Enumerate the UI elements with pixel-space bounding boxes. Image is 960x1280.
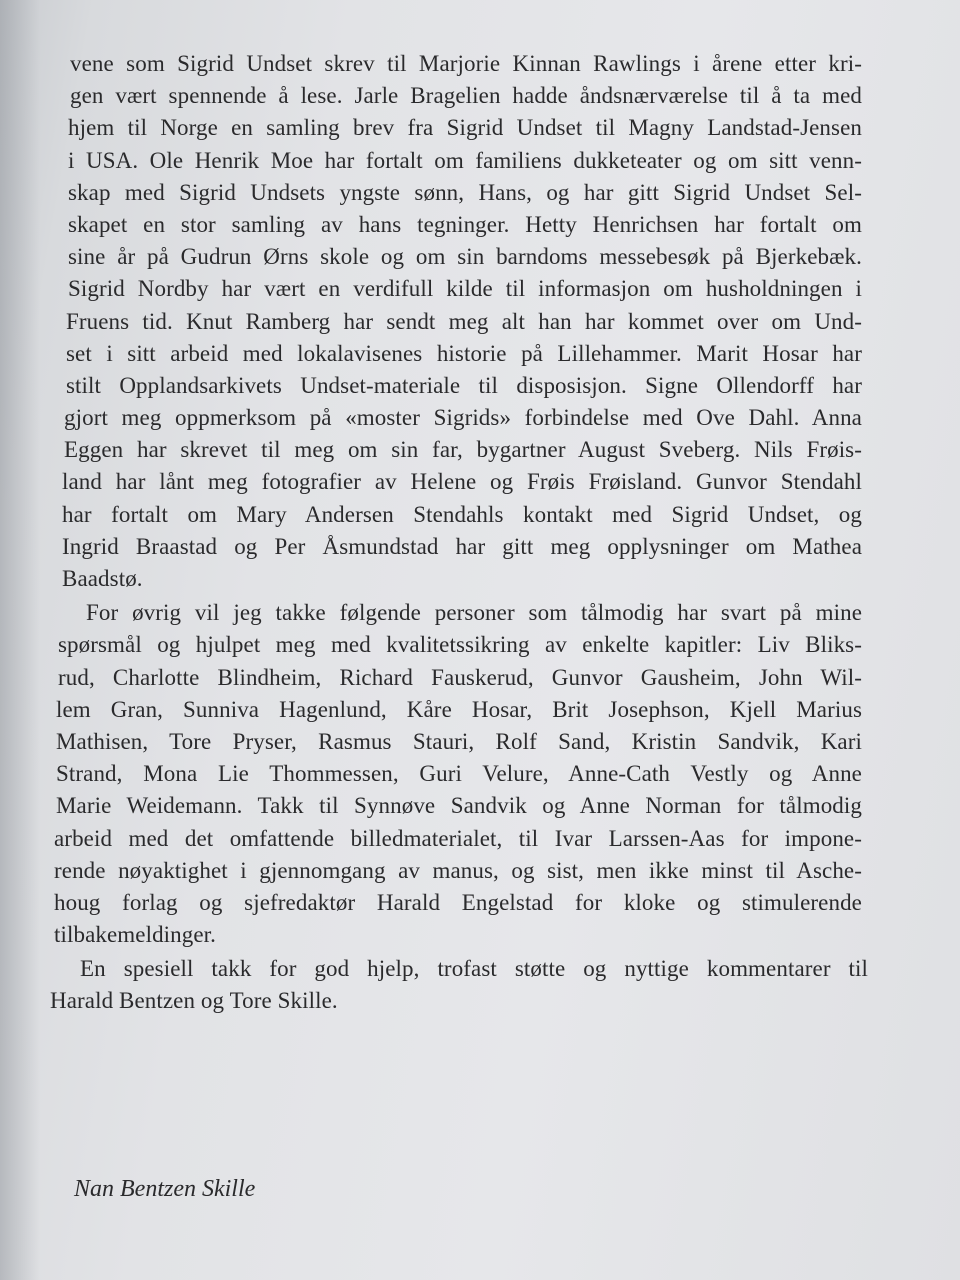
page-shadow: [0, 0, 40, 1280]
text-line: gen vært spennende å lese. Jarle Bragelien hadde åndsnærværelse til å ta med: [70, 83, 862, 109]
text-line: skapet en stor samling av hans tegninger. Hetty Henrichsen har fortalt om: [68, 211, 862, 237]
text-line: En spesiell takk for god hjelp, trofast støtte og nyttige kommentarer til: [80, 956, 868, 982]
text-line: gjort meg oppmerksom på «moster Sigrids» forbindelse med Ove Dahl. Anna: [64, 405, 862, 431]
text-line: arbeid med det omfattende billedmaterialet, til Ivar Larssen-Aas for impone-: [54, 825, 862, 851]
text-line: sine år på Gudrun Ørns skole og om sin barndoms messebesøk på Bjerkebæk.: [68, 244, 862, 270]
text-line: For øvrig vil jeg takke følgende personer som tålmodig har svart på mine: [86, 600, 862, 626]
text-line: Sigrid Nordby har vært en verdifull kilde til informasjon om husholdningen i: [68, 276, 862, 302]
text-line: rende nøyaktighet i gjennomgang av manus, og sist, men ikke minst til Asche-: [54, 857, 862, 883]
text-line: tilbakemeldinger.: [54, 922, 217, 948]
text-line: Strand, Mona Lie Thommessen, Guri Velure, Anne-Cath Vestly og Anne: [56, 761, 862, 787]
text-line: Mathisen, Tore Pryser, Rasmus Stauri, Rolf Sand, Kristin Sandvik, Kari: [56, 728, 862, 754]
text-line: Baadstø.: [62, 566, 143, 591]
text-line: i USA. Ole Henrik Moe har fortalt om familiens dukketeater og om sitt venn-: [68, 147, 862, 173]
paragraph-3: [50, 953, 868, 1017]
text-line: set i sitt arbeid med lokalavisenes historie på Lillehammer. Marit Hosar har: [66, 340, 862, 366]
text-line: Fruens tid. Knut Ramberg har sendt meg alt han har kommet over om Und-: [66, 308, 862, 334]
text-line: land har lånt meg fotografier av Helene og Frøis Frøisland. Gunvor Stendahl: [62, 469, 862, 495]
text-line: hjem til Norge en samling brev fra Sigrid Undset til Magny Landstad-Jensen: [68, 115, 862, 141]
text-line: Harald Bentzen og Tore Skille.: [50, 988, 338, 1014]
text-line: stilt Opplandsarkivets Undset-materiale til disposisjon. Signe Ollendorff har: [66, 372, 862, 398]
text-line: Marie Weidemann. Takk til Synnøve Sandvik og Anne Norman for tålmodig: [56, 793, 862, 819]
text-line: Ingrid Braastad og Per Åsmundstad har gitt meg opplysninger om Mathea: [62, 533, 862, 559]
text-line: skap med Sigrid Undsets yngste sønn, Hans, og har gitt Sigrid Undset Sel-: [68, 179, 862, 205]
text-line: har fortalt om Mary Andersen Stendahls kontakt med Sigrid Undset, og: [62, 501, 862, 527]
text-line: Eggen har skrevet til meg om sin far, bygartner August Sveberg. Nils Frøis-: [64, 437, 862, 463]
author-signature: Nan Bentzen Skille: [74, 1176, 256, 1202]
text-line: houg forlag og sjefredaktør Harald Engelstad for kloke og stimulerende: [54, 889, 862, 915]
text-line: vene som Sigrid Undset skrev til Marjorie Kinnan Rawlings i årene etter kri-: [70, 51, 862, 76]
text-line: spørsmål og hjulpet meg med kvalitetssikring av enkelte kapitler: Liv Bliks-: [58, 632, 862, 658]
paragraph-2: [54, 597, 862, 951]
text-line: rud, Charlotte Blindheim, Richard Fauskerud, Gunvor Gausheim, John Wil-: [58, 664, 862, 690]
text-line: lem Gran, Sunniva Hagenlund, Kåre Hosar, Brit Josephson, Kjell Marius: [56, 696, 862, 722]
paragraph-1: [62, 48, 862, 595]
body-text: [50, 48, 868, 1018]
